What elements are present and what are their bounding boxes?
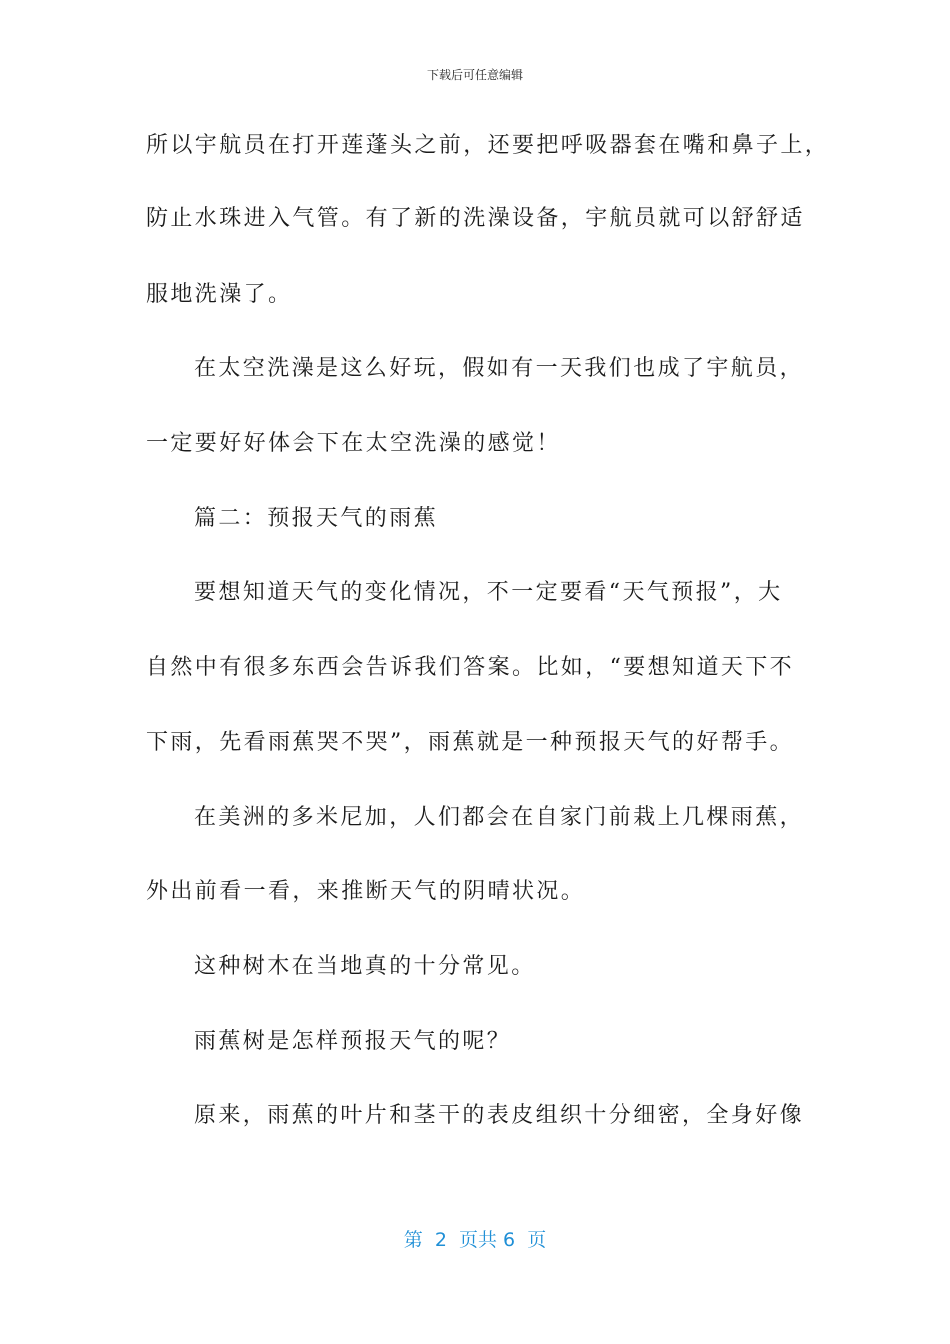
text-line-13: 雨蕉树是怎样预报天气的呢？ [194,1029,512,1054]
header-note: 下载后可任意编辑 [426,68,523,82]
text-line-9: 下雨，先看雨蕉哭不哭”，雨蕉就是一种预报天气的好帮手。 [146,730,795,755]
text-line-3: 服地洗澡了。 [146,282,293,307]
text-line-2: 防止水珠进入气管。有了新的洗澡设备，宇航员就可以舒舒适 [146,206,805,231]
text-line-8: 自然中有很多东西会告诉我们答案。比如，“要想知道天下不 [146,655,795,680]
text-line-1: 所以宇航员在打开莲蓬头之前，还要把呼吸器套在嘴和鼻子上， [146,133,830,158]
text-line-5: 一定要好好体会下在太空洗澡的感觉！ [146,431,561,456]
text-line-7: 要想知道天气的变化情况，不一定要看“天气预报”，大 [194,580,783,605]
text-line-11: 外出前看一看，来推断天气的阴晴状况。 [146,879,586,904]
text-line-4: 在太空洗澡是这么好玩，假如有一天我们也成了宇航员， [194,356,805,381]
page-number: 第 2 页共 6 页 [403,1229,547,1251]
text-line-14: 原来，雨蕉的叶片和茎干的表皮组织十分细密，全身好像 [194,1103,805,1128]
section-heading: 篇二：预报天气的雨蕉 [194,506,439,531]
text-line-10: 在美洲的多米尼加，人们都会在自家门前栽上几棵雨蕉， [194,805,805,830]
text-line-12: 这种树木在当地真的十分常见。 [194,954,536,979]
